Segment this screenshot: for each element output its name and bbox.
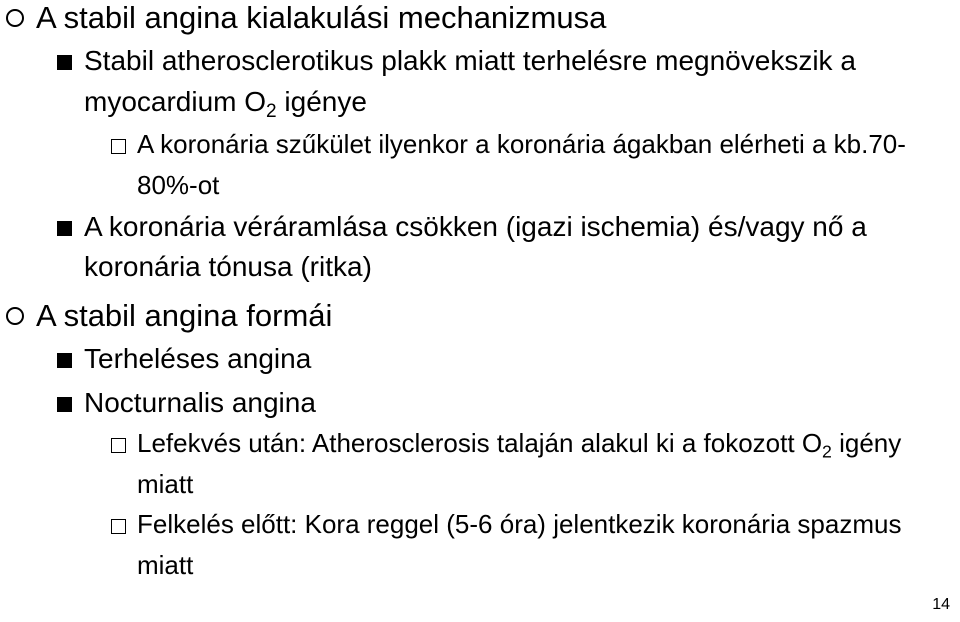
bullet-text: Nocturnalis angina <box>84 387 316 418</box>
circle-bullet-icon <box>6 307 24 325</box>
bullet-text: Stabil atherosclerotikus plakk miatt terhelésre megnövekszik a <box>84 45 856 76</box>
bullet-text: miatt <box>137 550 194 580</box>
bullet-text: Terheléses angina <box>84 343 312 374</box>
bullet-text: A koronária véráramlása csökken (igazi ischemia) és/vagy nő a <box>84 211 867 242</box>
square-bullet-icon <box>57 397 72 412</box>
text-part: Lefekvés után: Atherosclerosis talaján alakul ki a fokozott O <box>137 428 823 458</box>
bullet-text: 80%-ot <box>137 170 220 200</box>
hollow-square-bullet-icon <box>111 519 126 534</box>
bullet-text: A koronária szűkület ilyenkor a koronária ágakban elérheti a kb.70- <box>137 129 906 159</box>
subscript: 2 <box>822 441 832 462</box>
text-part: igény <box>831 428 902 458</box>
hollow-square-bullet-icon <box>111 438 126 453</box>
bullet-text-with-subscript <box>84 81 367 123</box>
text-part: igénye <box>276 86 367 117</box>
bullet-text: A stabil angina formái <box>36 298 333 333</box>
bullet-text: A stabil angina kialakulási mechanizmusa <box>36 0 607 35</box>
bullet-text: miatt <box>137 469 194 499</box>
hollow-square-bullet-icon <box>111 139 126 154</box>
square-bullet-icon <box>57 353 72 368</box>
subscript: 2 <box>266 101 277 123</box>
square-bullet-icon <box>57 55 72 70</box>
page-number: 14 <box>932 596 950 613</box>
text-part: myocardium O <box>84 86 267 117</box>
bullet-text: koronária tónusa (ritka) <box>84 251 372 282</box>
square-bullet-icon <box>57 221 72 236</box>
bullet-text: Felkelés előtt: Kora reggel (5-6 óra) jelentkezik koronária spazmus <box>137 509 902 539</box>
bullet-text-with-subscript <box>137 422 901 464</box>
circle-bullet-icon <box>6 9 24 27</box>
